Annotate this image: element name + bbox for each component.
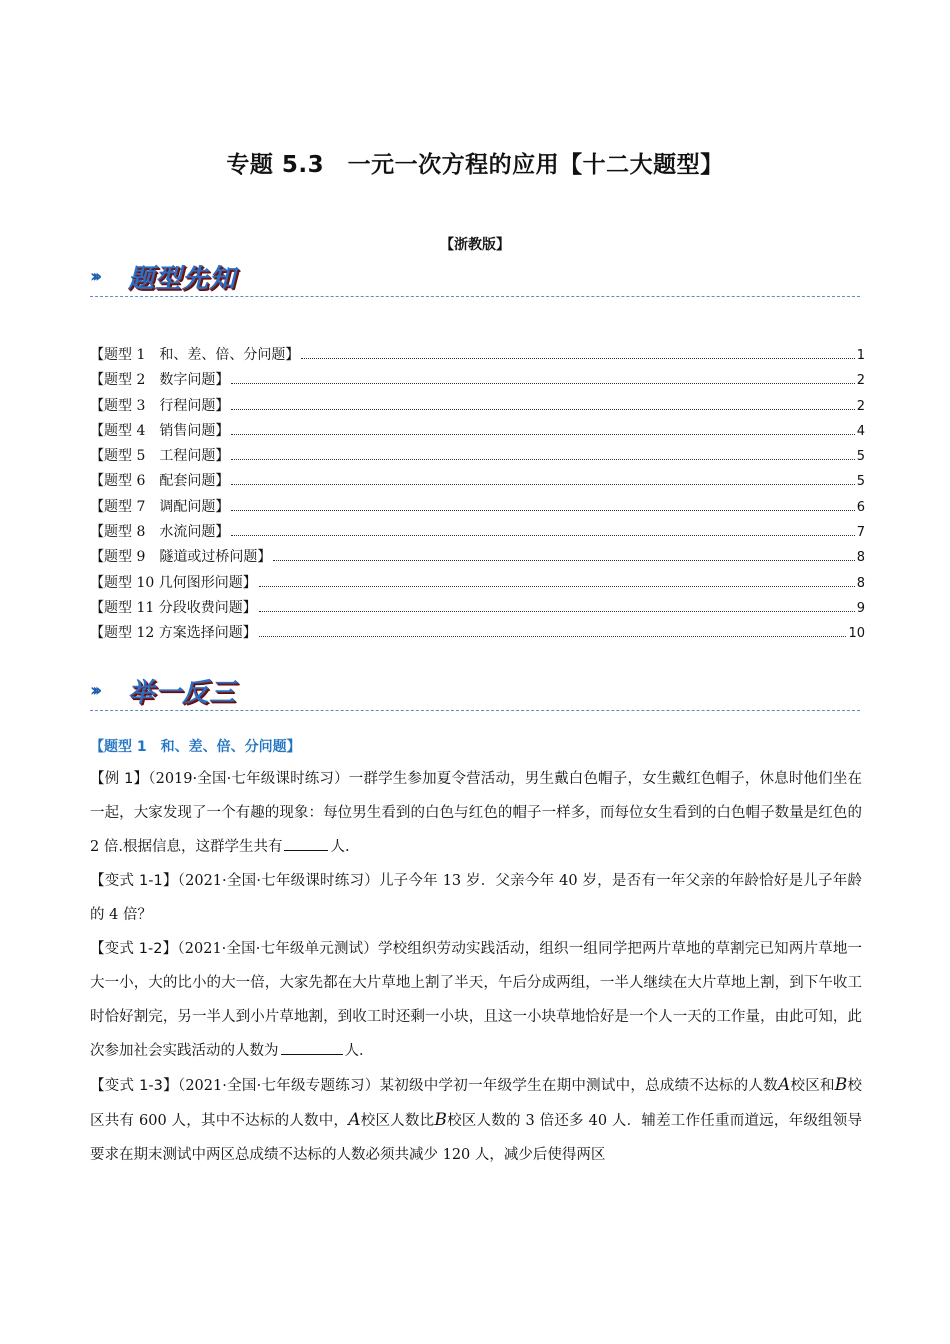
toc-item-label: 【题型 7 调配问题】 (90, 498, 230, 515)
toc-item-label: 【题型 8 水流问题】 (90, 524, 230, 541)
toc-leader (231, 409, 854, 410)
toc-leader (259, 636, 847, 637)
toc-item-page: 10 (848, 626, 865, 642)
variant-source: （2021·全国·七年级专题练习） (177, 1078, 380, 1094)
toc-item[interactable] (90, 622, 865, 647)
arrows-icon: ››› (90, 266, 98, 287)
toc-item-page: 1 (856, 348, 865, 363)
variant-tag: 【变式 1-3】 (90, 1078, 178, 1094)
math-variable: B (834, 1075, 848, 1095)
section-body (90, 762, 862, 1172)
toc-leader (231, 510, 854, 511)
example-tag: 【例 1】 (90, 771, 149, 787)
toc-item-label: 【题型 4 销售问题】 (90, 422, 230, 439)
math-variable: A (348, 1110, 361, 1130)
toc-item-label: 【题型 2 数字问题】 (90, 372, 230, 389)
toc-item[interactable] (90, 470, 865, 495)
document-title: 专题 5.3 一元一次方程的应用【十二大题型】 (226, 152, 724, 178)
toc-item-label: 【题型 9 隧道或过桥问题】 (90, 549, 272, 566)
toc-item[interactable] (90, 369, 865, 394)
toc-item[interactable] (90, 496, 865, 521)
math-variable: B (434, 1110, 447, 1130)
edition-label: 【浙教版】 (440, 237, 510, 253)
toc-item[interactable] (90, 344, 865, 369)
toc-item-page: 5 (856, 474, 865, 490)
toc-leader (231, 535, 854, 536)
banner-toc-text: 题型先知 (128, 264, 237, 294)
variant-text: 校区人数比 (360, 1113, 435, 1129)
toc-leader (231, 484, 854, 485)
toc-item-page: 8 (856, 550, 865, 566)
variant-text: 学校组织劳动实践活动，组织一组同学把两片草地的草割完已知两片草地一大一小，大的比小的大一倍，大家先都在大片草地上割了半天，午后分成两组，一半人继续在大片草地上割，到下午收工时恰好割完，另一半人到小片草地割，到收工时还剩一小块，且这一小块草地恰好是一个人一天的工作量，由此可知，此次参加社会实践活动的人数为 (90, 941, 863, 1059)
answer-blank[interactable] (281, 1040, 343, 1055)
variant-text: 校区人数的 3 倍还多 40 人．辅差工作任重而道远，年级组领导要求在期末测试中两区总成绩不达标的人数必须共减少 120 人，减少后使得两区 (90, 1113, 862, 1163)
arrows-icon: ››› (90, 680, 98, 701)
toc-item-page: 2 (856, 398, 865, 414)
answer-blank[interactable] (284, 836, 328, 851)
toc-leader (231, 434, 854, 435)
banner-examples-text: 举一反三 (128, 678, 237, 708)
toc-leader (231, 459, 854, 460)
toc-item[interactable] (90, 597, 865, 622)
toc-item-page: 7 (856, 525, 865, 541)
variant-text: 校区共有 600 人，其中不达标的人数中， (90, 1078, 863, 1129)
variant-source: （2021·全国·七年级单元测试） (177, 941, 378, 957)
banner-rule (90, 296, 860, 297)
variant-1-2 (90, 932, 862, 1068)
toc-item-page: 6 (856, 499, 865, 515)
toc-item-label: 【题型 3 行程问题】 (90, 397, 230, 414)
variant-source: （2021·全国·七年级课时练习） (177, 873, 379, 889)
math-variable: A (777, 1075, 791, 1095)
toc-leader (259, 611, 855, 612)
variant-text-end: 人． (344, 1043, 374, 1059)
example-text: 一群学生参加夏令营活动，男生戴白色帽子，女生戴红色帽子，休息时他们坐在一起，大家发现了一个有趣的现象：每位男生看到的白色与红色的帽子一样多，而每位女生看到的白色帽子数量是红色的 2 倍.根据信息，这群学生共有 (90, 771, 863, 855)
variant-tag: 【变式 1-2】 (90, 941, 178, 957)
toc-item[interactable] (90, 420, 865, 445)
banner-toc (90, 258, 860, 298)
toc-item-page: 2 (856, 373, 865, 389)
toc-item-page: 9 (856, 600, 865, 616)
toc-item-label: 【题型 1 和、差、倍、分问题】 (90, 347, 300, 363)
toc-item-label: 【题型 10 几何图形问题】 (90, 574, 257, 591)
toc-leader (273, 560, 854, 561)
toc-item-label: 【题型 11 分段收费问题】 (90, 599, 257, 616)
toc-item[interactable] (90, 521, 865, 546)
variant-1-3 (90, 1068, 862, 1172)
section-heading: 【题型 1 和、差、倍、分问题】 (90, 739, 301, 755)
table-of-contents (90, 344, 865, 648)
toc-item-label: 【题型 5 工程问题】 (90, 448, 230, 465)
toc-item[interactable] (90, 572, 865, 597)
toc-item-page: 8 (856, 575, 865, 591)
variant-text: 校区和 (790, 1078, 835, 1094)
variant-text: 儿子今年 13 岁．父亲今年 40 岁，是否有一年父亲的年龄恰好是儿子年龄的 4 倍？ (90, 873, 862, 923)
toc-item[interactable] (90, 445, 865, 470)
example-text-end: 人. (330, 839, 350, 855)
toc-item-page: 4 (856, 423, 865, 439)
toc-item-page: 5 (856, 449, 865, 465)
toc-item-label: 【题型 6 配套问题】 (90, 473, 230, 490)
example-source: （2019·全国·七年级课时练习） (148, 771, 349, 787)
toc-leader (259, 586, 855, 587)
toc-item-label: 【题型 12 方案选择问题】 (90, 625, 257, 642)
banner-rule (90, 710, 860, 711)
toc-leader (231, 383, 854, 384)
toc-item[interactable] (90, 546, 865, 571)
variant-text: 某初级中学初一年级学生在期中测试中，总成绩不达标的人数 (379, 1078, 778, 1094)
toc-leader (301, 358, 854, 359)
variant-tag: 【变式 1-1】 (90, 873, 178, 889)
variant-1-1 (90, 864, 862, 932)
banner-examples (90, 672, 860, 712)
example-1 (90, 762, 862, 864)
toc-item[interactable] (90, 395, 865, 420)
